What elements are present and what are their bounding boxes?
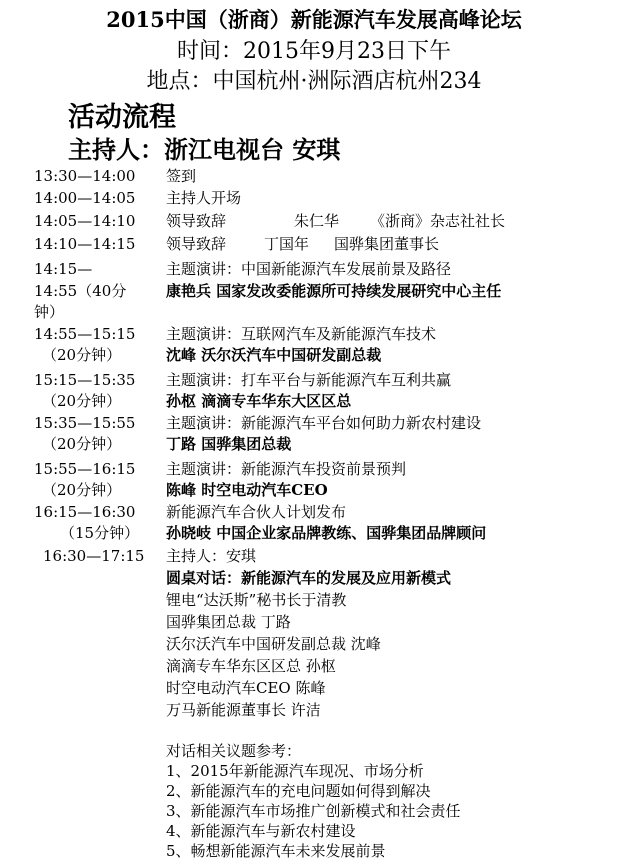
schedule-time: 15:35—15:55: [34, 414, 136, 432]
speaker-line: 陈峰 时空电动汽车CEO: [166, 481, 328, 499]
panelist: 锂电“达沃斯”秘书长于清教: [166, 591, 347, 609]
panelist: 滴滴专车华东区区总 孙枢: [166, 657, 336, 675]
panelist: 国骅集团总裁 丁路: [166, 613, 291, 631]
event-time: 时间：2015年9月23日下午: [177, 39, 451, 64]
topic-item: 4、新能源汽车与新农村建设: [166, 822, 356, 840]
speaker-title: 《浙商》杂志社社长: [370, 212, 506, 230]
speaker-line: 沈峰 沃尔沃汽车中国研发副总裁: [166, 346, 382, 364]
page-title: 2015中国（浙商）新能源汽车发展高峰论坛: [106, 7, 522, 32]
schedule-duration: （20分钟）: [42, 481, 122, 499]
schedule-item: 主题演讲：新能源汽车投资前景预判: [166, 460, 407, 478]
speaker-line: 丁路 国骅集团总裁: [166, 435, 292, 453]
schedule-time: 14:15—: [34, 260, 93, 278]
topic-item-last: 5、畅想新能源汽车未来发展前景: [166, 842, 386, 860]
speaker-line: 孙晓岐 中国企业家品牌教练、国骅集团品牌顾问: [166, 524, 487, 542]
speaker-name: 丁国年: [264, 235, 310, 253]
schedule-time: 钟）: [34, 303, 65, 321]
schedule-time: 16:15—16:30: [34, 503, 136, 521]
schedule-duration: （20分钟）: [42, 346, 122, 364]
panelist: 沃尔沃汽车中国研发副总裁 沈峰: [166, 635, 381, 653]
schedule-item: 主题演讲：互联网汽车及新能源汽车技术: [166, 325, 437, 343]
schedule-item: 主题演讲：打车平台与新能源汽车互利共赢: [166, 371, 452, 389]
host-line: 主持人：浙江电视台 安琪: [68, 135, 341, 164]
topic-item: 2、新能源汽车的充电问题如何得到解决: [166, 782, 431, 800]
section-title: 活动流程: [68, 102, 176, 133]
schedule-time: 15:15—15:35: [34, 371, 136, 389]
schedule-item: 新能源汽车合伙人计划发布: [166, 503, 347, 521]
schedule-item: 主持人：安琪: [166, 547, 257, 565]
panelist: 时空电动汽车CEO 陈峰: [166, 679, 326, 697]
schedule-time: 14:05—14:10: [34, 212, 136, 230]
topics-heading: 对话相关议题参考：: [166, 742, 302, 760]
speaker-line: 孙枢 滴滴专车华东大区区总: [166, 392, 352, 410]
schedule-item: 主题演讲：新能源汽车平台如何助力新农村建设: [166, 414, 482, 432]
topic-item: 3、新能源汽车市场推广创新模式和社会责任: [166, 802, 461, 820]
schedule-time: 13:30—14:00: [34, 167, 136, 185]
schedule-item: 领导致辞: [166, 212, 227, 230]
panelist: 万马新能源董事长 许洁: [166, 701, 321, 719]
schedule-item: 领导致辞: [166, 235, 227, 253]
schedule-time: 14:55—15:15: [34, 325, 136, 343]
schedule-time: 16:30—17:15: [43, 547, 145, 565]
schedule-time: 15:55—16:15: [34, 460, 136, 478]
schedule-time: 14:00—14:05: [34, 189, 136, 207]
roundtable-title: 圆桌对话：新能源汽车的发展及应用新模式: [166, 569, 452, 587]
event-location: 地点：中国杭州·洲际酒店杭州234: [146, 69, 482, 94]
schedule-item: 主题演讲：中国新能源汽车发展前景及路径: [166, 260, 452, 278]
topic-item: 1、2015年新能源汽车现况、市场分析: [166, 762, 424, 780]
schedule-item: 签到: [166, 167, 197, 185]
speaker-title: 国骅集团董事长: [334, 235, 440, 253]
schedule-duration: （15分钟）: [60, 524, 140, 542]
schedule-time: 14:10—14:15: [34, 235, 136, 253]
speaker-name: 朱仁华: [294, 212, 340, 230]
speaker-line: 康艳兵 国家发改委能源所可持续发展研究中心主任: [166, 282, 502, 300]
schedule-item: 主持人开场: [166, 189, 242, 207]
schedule-duration: （20分钟）: [42, 435, 122, 453]
schedule-duration: （20分钟）: [42, 392, 122, 410]
schedule-time: 14:55（40分: [34, 282, 127, 300]
